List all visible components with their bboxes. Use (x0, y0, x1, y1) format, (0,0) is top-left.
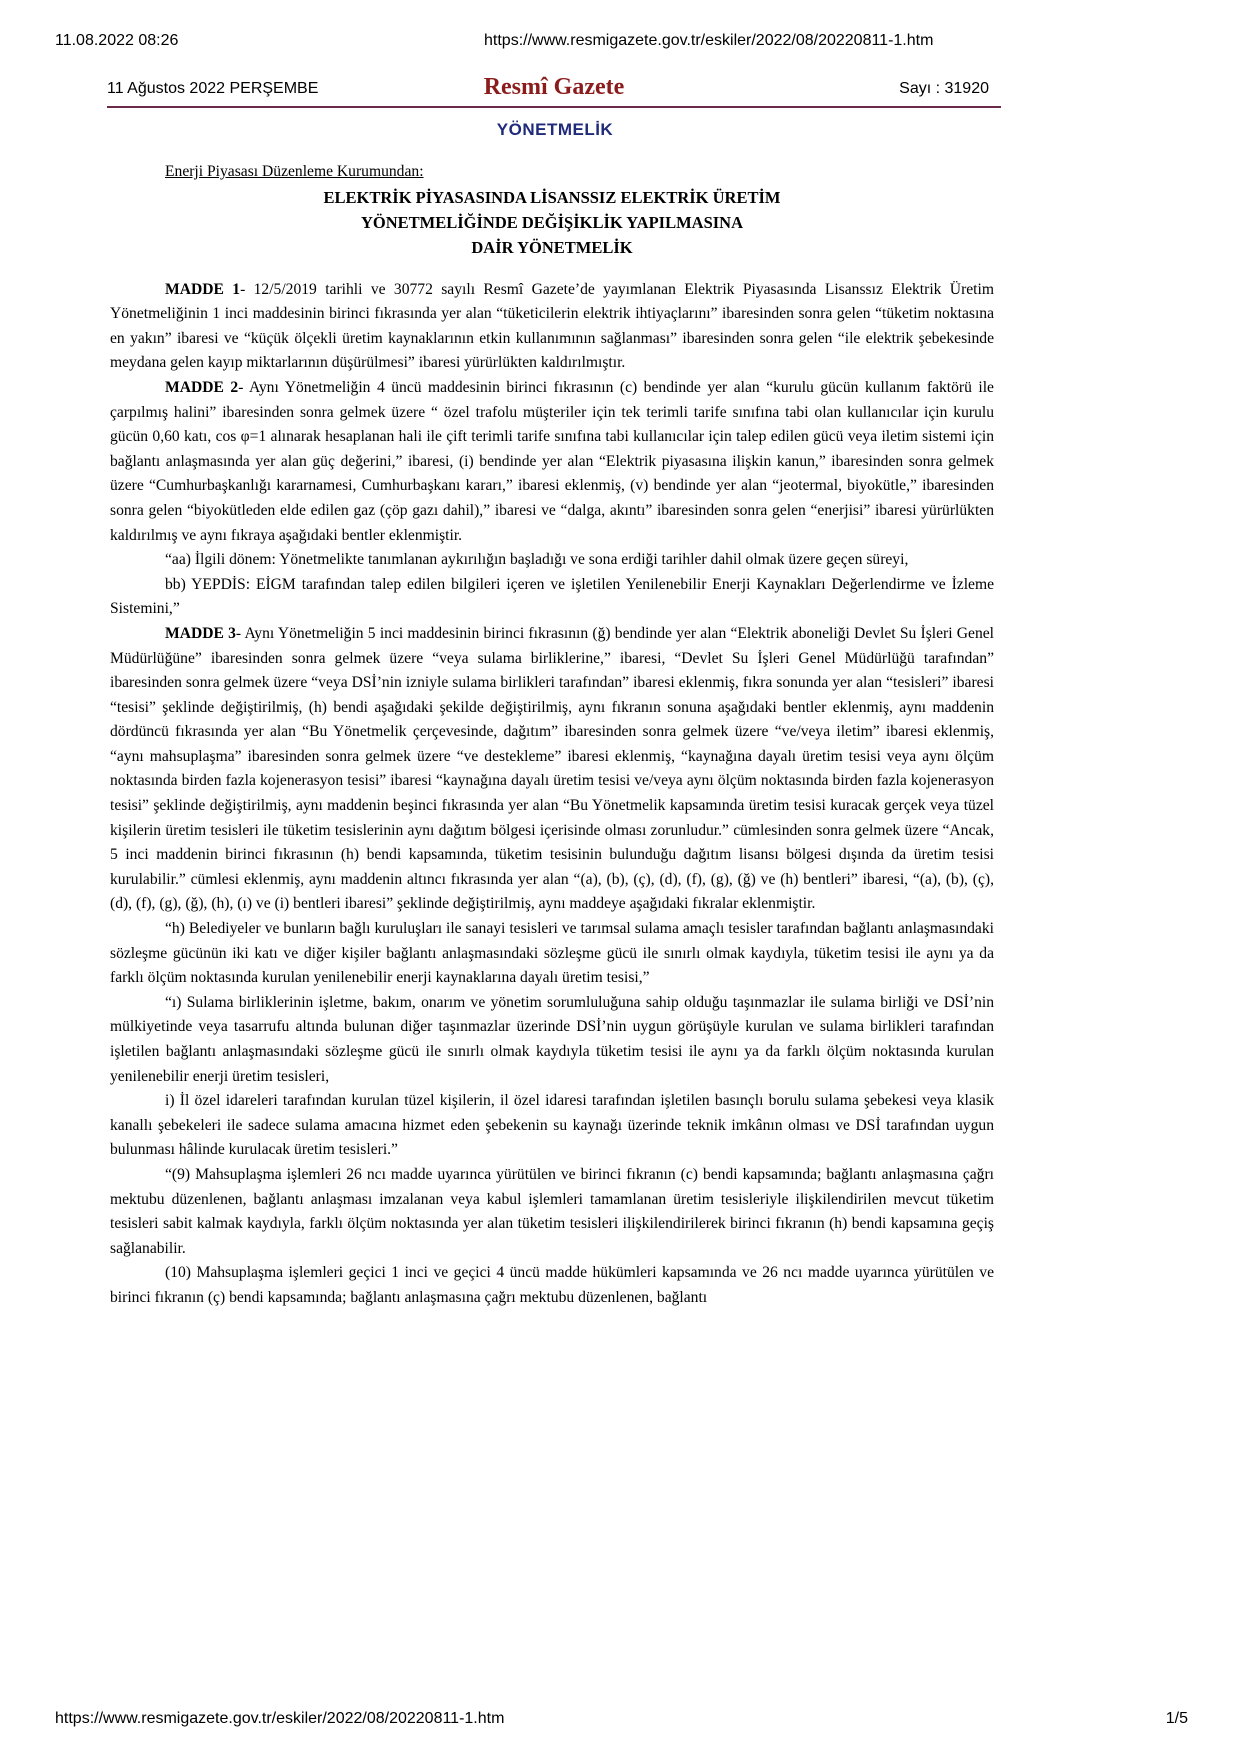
article-1 (110, 278, 994, 376)
gazette-title: Resmî Gazete (483, 74, 625, 100)
gazette-header (107, 76, 1001, 108)
article-2 (110, 376, 994, 548)
article-text: - Aynı Yönetmeliğin 5 inci maddesinin birinci fıkrasının (ğ) bendinde yer alan “Elektrik aboneliği Devlet Su İşleri Genel Müdürlüğüne” ibaresinden sonra gelmek üzere “veya sulama birliklerine,” ibaresi, “Devlet Su İşleri Genel Müdürlüğü tarafından” ibaresinden sonra gelmek üzere “veya DSİ’nin izniyle sulama birlikleri tarafından” ibaresi eklenmiş, fıkra sonunda yer alan “tesisleri” ibaresi “tesisi” şeklinde değiştirilmiş, (h) bendi aşağıdaki şekilde değiştirilmiş, aynı fıkranın sonuna aşağıdaki bentler eklenmiş, aynı maddenin dördüncü fıkrasında yer alan “Bu Yönetmelik çerçevesinde, dağıtım” ibaresinden sonra gelmek üzere “ve/veya iletim” ibaresi eklenmiş, “aynı mahsuplaşma” ibaresinden sonra gelmek üzere “ve destekleme” ibaresi eklenmiş, “kaynağına dayalı üretim tesisi veya aynı ölçüm noktasında birden fazla kojenerasyon tesisi” ibaresi “kaynağına dayalı üretim tesisi ve/veya aynı ölçüm noktasında birden fazla kojenerasyon tesisi” şeklinde değiştirilmiş, aynı maddenin beşinci fıkrasında yer alan “Bu Yönetmelik kapsamında üretim tesisi kuracak gerçek veya tüzel kişilerin üretim tesisleri ile tüketim tesislerinin aynı dağıtım bölgesi içerisinde olması zorunludur.” cümlesinden sonra gelmek üzere “Ancak, 5 inci maddenin birinci fıkrasının (h) bendi kapsamında, tüketim tesisinin bulunduğu dağıtım lisansı bölgesi dışında da üretim tesisi kurulabilir.” cümlesi eklenmiş, aynı maddenin altıncı fıkrasında yer alan “(a), (b), (ç), (d), (f), (g), (ğ) ve (h) bentleri” ibaresi, “(a), (b), (ç), (d), (f), (g), (ğ), (h), (ı) ve (i) bentleri ibaresi” şeklinde değiştirilmiş, aynı maddeye aşağıdaki fıkralar eklenmiştir. (110, 624, 994, 913)
article-text: - 12/5/2019 tarihli ve 30772 sayılı Resmî Gazete’de yayımlanan Elektrik Piyasasında Lisanssız Elektrik Üretim Yönetmeliğinin 1 inci maddesinin birinci fıkrasında yer alan “tüketicilerin elektrik ihtiyaçlarını” ibaresinden sonra gelen “tüketim noktasına en yakın” ibaresi ve “küçük ölçekli üretim kaynaklarının etkin kullanımının sağlanması” ibaresinden sonra gelen “ile elektrik şebekesinde meydana gelen kayıp miktarlarının düşürülmesi” ibaresi yürürlükten kaldırılmıştır. (110, 280, 994, 372)
paragraph-9: “(9) Mahsuplaşma işlemleri 26 ncı madde uyarınca yürütülen ve birinci fıkranın (c) bendi kapsamında; bağlantı anlaşmasına çağrı mektubu düzenlenen, bağlantı anlaşması imzalanan veya kabul işlemleri tamamlanan üretim tesisleriyle ilişkilendirilen mevcut tüketim tesisleri sabit kalmak kaydıyla, farklı ölçüm noktasında yer alan tüketim tesisleri ilişkilendirilerek birinci fıkranın (h) bendi kapsamına geçiş sağlanabilir. (110, 1165, 994, 1257)
article-label: MADDE 3 (165, 624, 236, 642)
clause-bb: bb) YEPDİS: EİGM tarafından talep edilen bilgileri içeren ve işletilen Yenilenebilir Enerji Kaynakları Değerlendirme ve İzleme Sistemini,” (110, 575, 994, 618)
gazette-issue-number: Sayı : 31920 (899, 80, 989, 97)
gazette-date: 11 Ağustos 2022 PERŞEMBE (107, 80, 319, 97)
clause-i: i) İl özel idareleri tarafından kurulan tüzel kişilerin, il özel idaresi tarafından işletilen basınçlı borulu sulama şebekesi veya klasik kanallı şebekeleri ile sadece sulama amacına hizmet eden şebekenin su kaynağı üzerinde teknik imkânın olması ve DSİ tarafından uygun bulunması hâlinde kurulacak üretim tesisleri.” (110, 1092, 994, 1159)
regulation-title-line: DAİR YÖNETMELİK (471, 237, 633, 257)
issuer-line: Enerji Piyasası Düzenleme Kurumundan: (165, 163, 424, 180)
clause-aa: “aa) İlgili dönem: Yönetmelikte tanımlanan aykırılığın başladığı ve sona erdiği tarihler dahil olmak üzere geçen süreyi, (165, 551, 909, 569)
print-url: https://www.resmigazete.gov.tr/eskiler/2022/08/20220811-1.htm (484, 32, 934, 49)
article-3 (110, 622, 994, 917)
footer-url: https://www.resmigazete.gov.tr/eskiler/2022/08/20220811-1.htm (55, 1710, 505, 1727)
print-datetime: 11.08.2022 08:26 (55, 32, 179, 49)
regulation-title-line: YÖNETMELİĞİNDE DEĞİŞİKLİK YAPILMASINA (360, 212, 744, 232)
paragraph-10: (10) Mahsuplaşma işlemleri geçici 1 inci ve geçici 4 üncü madde hükümleri kapsamında ve 26 ncı madde uyarınca yürütülen ve birinci fıkranın (ç) bendi kapsamında; bağlantı anlaşmasına çağrı mektubu düzenlenen, bağlantı (110, 1264, 994, 1306)
regulation-title-line: ELEKTRİK PİYASASINDA LİSANSSIZ ELEKTRİK ÜRETİM (323, 187, 781, 207)
clause-h: “h) Belediyeler ve bunların bağlı kuruluşları ile sanayi tesisleri ve tarımsal sulama amaçlı tesisler tarafından bağlantı anlaşmasındaki sözleşme gücünün iki katı ve diğer kişiler bağlantı anlaşmasındaki sözleşme gücü ile sınırlı olmak kaydıyla, tüketim tesisi ile aynı ya da farklı ölçüm noktasında kurulan yenilenebilir enerji kaynaklarına dayalı üretim tesisi,” (110, 920, 994, 987)
article-label: MADDE 1 (165, 280, 241, 298)
document-body (110, 160, 994, 1311)
regulation-title (110, 185, 994, 260)
section-label: YÖNETMELİK (496, 120, 614, 139)
article-label: MADDE 2 (165, 378, 239, 396)
clause-i-dotless: “ı) Sulama birliklerinin işletme, bakım, onarım ve yönetim sorumluluğuna sahip olduğu taşınmazlar ile sulama birliği ve DSİ’nin mülkiyetinde veya tasarrufu altında bulunan diğer taşınmazlar üzerinde DSİ’nin uygun görüşüyle kurulan ve sulama birlikleri tarafından işletilen bağlantı anlaşmasındaki sözleşme gücü ile sınırlı olmak kaydıyla tüketim tesisi ile aynı ya da farklı ölçüm noktasında kurulan yenilenebilir enerji üretim tesisleri, (110, 993, 994, 1085)
page-number: 1/5 (1165, 1710, 1188, 1727)
article-text: - Aynı Yönetmeliğin 4 üncü maddesinin birinci fıkrasının (c) bendinde yer alan “kurulu gücün kullanım faktörü ile çarpılmış halini” ibaresinden sonra gelmek üzere “ özel trafolu müşteriler için tek terimli tarife sınıfına tabi olan kullanıcılar için kurulu gücün 0,60 katı, cos φ=1 alınarak hesaplanan hali ile çift terimli tarife sınıfına tabi kullanıcılar için talep edilen gücü veya iletim sistemi için bağlantı anlaşmasında yer alan güç değerini,” ibaresi, (i) bendinde yer alan “Elektrik piyasasına ilişkin kanun,” ibaresinden sonra gelmek üzere “Cumhurbaşkanlığı kararnamesi, Cumhurbaşkanı kararı,” ibaresi eklenmiş, (v) bendinde yer alan “jeotermal, biyokütle,” ibaresinden sonra gelen “biyokütleden elde edilen gaz (çöp gazı dahil),” ibaresi ve “dalga, akıntı” ibaresinden sonra gelen “enerjisi” ibaresi yürürlükten kaldırılmış ve aynı fıkraya aşağıdaki bentler eklenmiştir. (110, 378, 994, 544)
